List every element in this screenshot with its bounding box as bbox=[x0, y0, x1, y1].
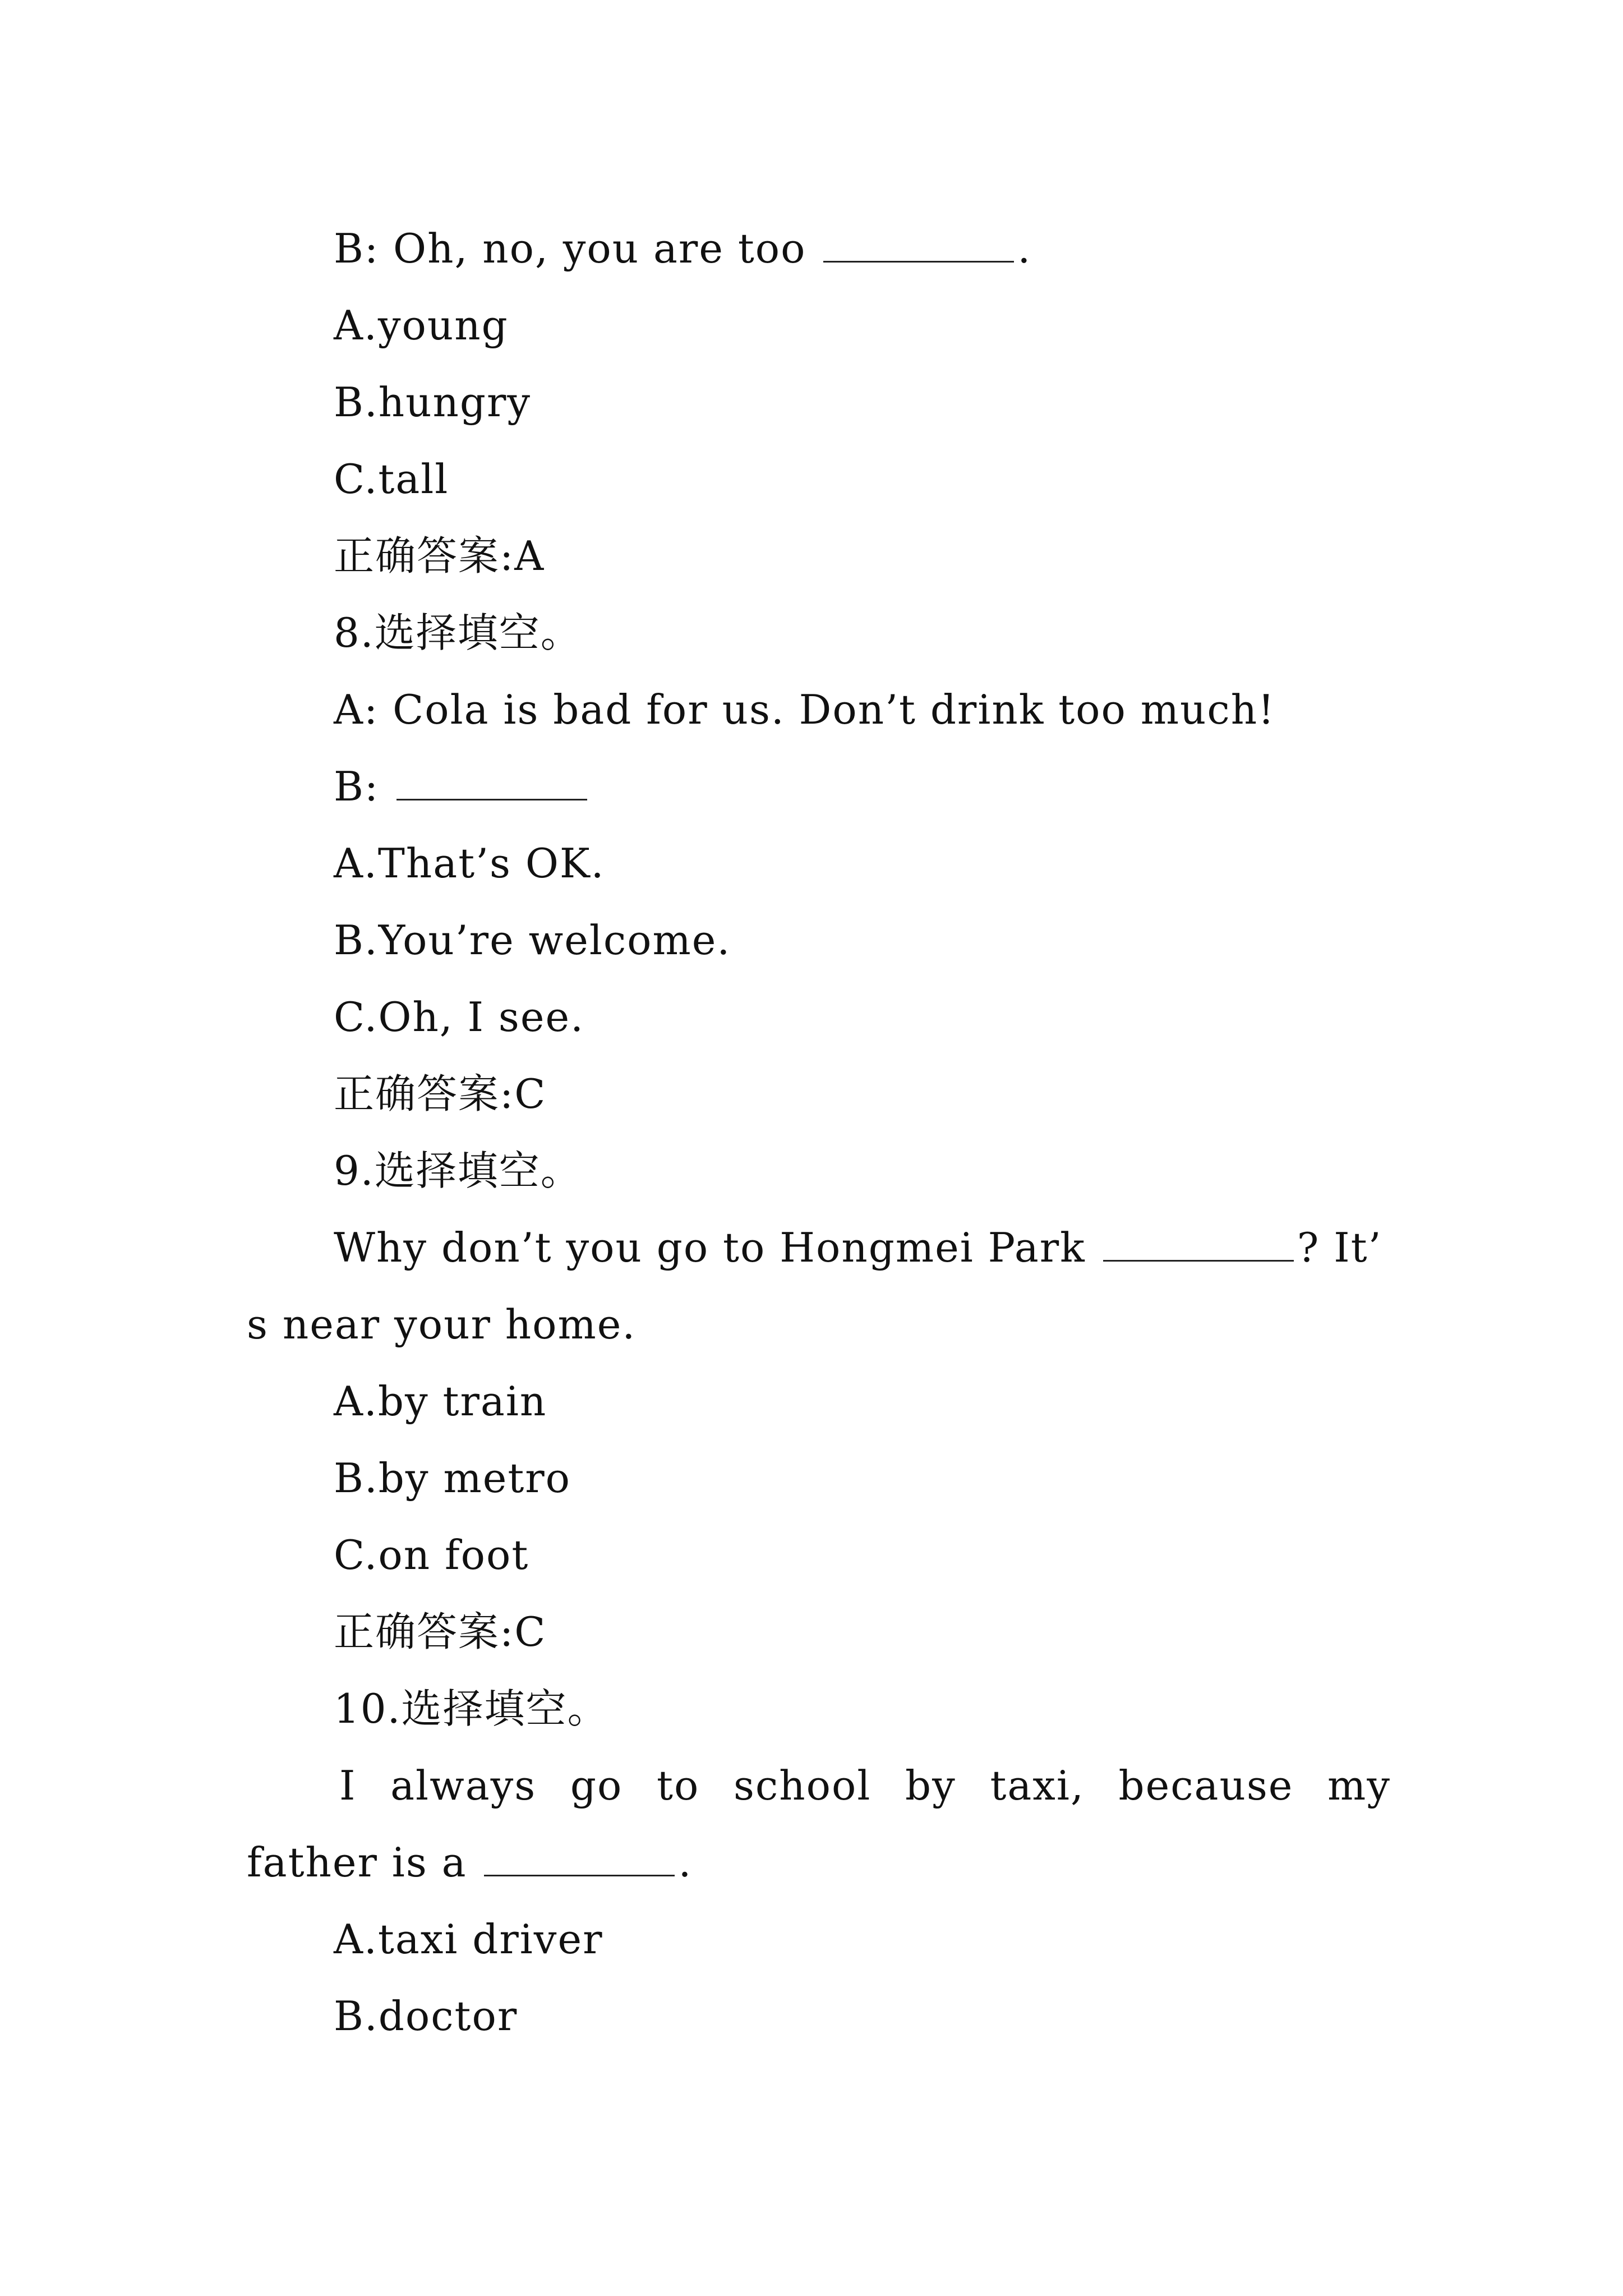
option-c: C.on foot bbox=[334, 1531, 529, 1579]
answer-blank bbox=[1103, 1227, 1294, 1262]
option-b: B.by metro bbox=[334, 1455, 571, 1502]
question-heading-8: 8.选择填空。 bbox=[334, 609, 582, 656]
dialogue-line-a-cola: A: Cola is bad for us. Don’t drink too much! bbox=[334, 686, 1276, 733]
option-b: B.You’re welcome. bbox=[334, 917, 731, 964]
question-sentence-10-cont bbox=[247, 1824, 1391, 1901]
line-text: . bbox=[678, 1839, 693, 1886]
dialogue-line-b-blank bbox=[247, 748, 1391, 825]
line-text: B: Oh, no, you are too bbox=[334, 225, 820, 272]
line-text: Why don’t you go to Hongmei Park bbox=[334, 1224, 1100, 1271]
question-heading-10: 10.选择填空。 bbox=[334, 1685, 609, 1732]
question-sentence-9-cont: s near your home. bbox=[247, 1301, 637, 1348]
option-a: A.by train bbox=[334, 1378, 547, 1425]
option-c: C.tall bbox=[334, 455, 449, 503]
correct-answer: 正确答案:A bbox=[334, 532, 545, 579]
document-content bbox=[247, 210, 1391, 2055]
correct-answer: 正确答案:C bbox=[334, 1608, 547, 1655]
question-sentence-10: I always go to school by taxi, because my bbox=[339, 1762, 1391, 1809]
correct-answer: 正确答案:C bbox=[334, 1070, 547, 1117]
line-text: B: bbox=[334, 763, 394, 810]
option-b: B.hungry bbox=[334, 379, 532, 426]
option-b: B.doctor bbox=[334, 1993, 518, 2040]
answer-blank bbox=[396, 766, 587, 800]
answer-blank bbox=[823, 228, 1014, 263]
option-a: A.taxi driver bbox=[334, 1916, 603, 1963]
option-c: C.Oh, I see. bbox=[334, 993, 584, 1041]
question-heading-9: 9.选择填空。 bbox=[334, 1147, 582, 1194]
option-a: A.young bbox=[334, 302, 509, 349]
line-text: father is a bbox=[247, 1839, 481, 1886]
dialogue-line-b-too bbox=[247, 210, 1391, 287]
line-text: . bbox=[1017, 225, 1032, 272]
question-sentence-9 bbox=[247, 1209, 1391, 1286]
option-a: A.That’s OK. bbox=[334, 840, 605, 887]
answer-blank bbox=[484, 1842, 675, 1876]
line-text: ? It’ bbox=[1297, 1224, 1382, 1271]
